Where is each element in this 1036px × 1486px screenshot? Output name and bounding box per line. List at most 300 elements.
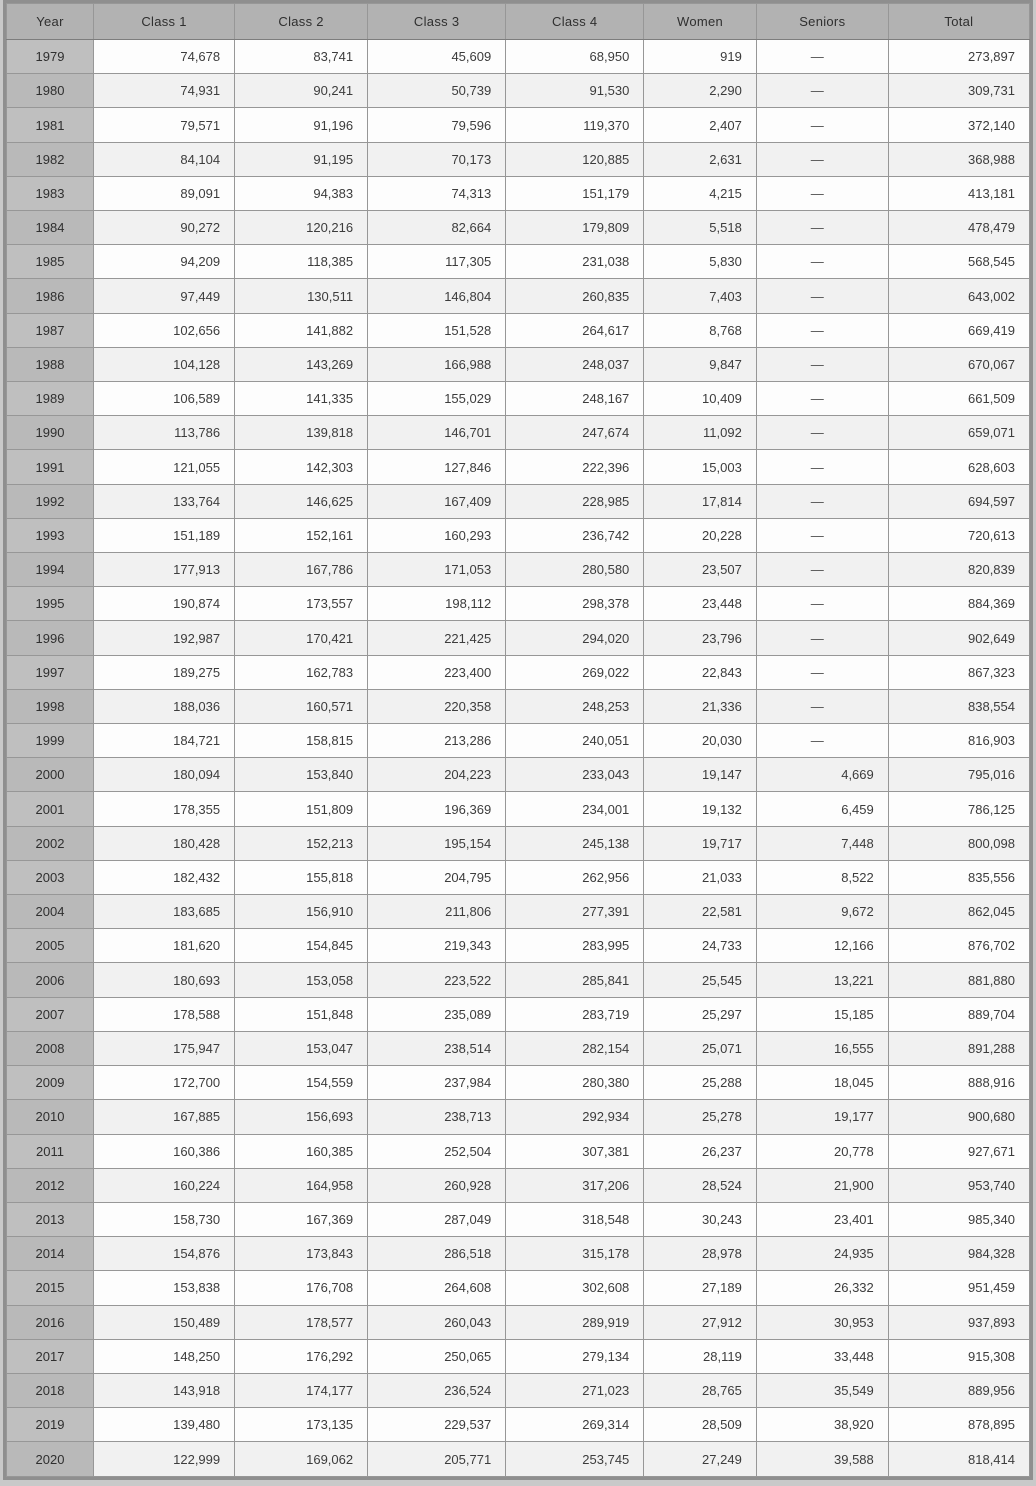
- class4-cell: 68,950: [506, 40, 644, 74]
- class1-cell: 153,838: [93, 1271, 234, 1305]
- class3-cell: 223,400: [368, 655, 506, 689]
- women-cell: 27,912: [644, 1305, 757, 1339]
- class2-cell: 94,383: [235, 176, 368, 210]
- seniors-cell-empty: —: [756, 211, 888, 245]
- class2-cell: 164,958: [235, 1168, 368, 1202]
- table-row: [7, 792, 1030, 826]
- class1-cell: 89,091: [93, 176, 234, 210]
- year-cell: 2005: [7, 929, 94, 963]
- class3-cell: 221,425: [368, 621, 506, 655]
- seniors-cell-empty: —: [756, 40, 888, 74]
- class4-cell: 179,809: [506, 211, 644, 245]
- year-cell: 2019: [7, 1408, 94, 1442]
- table-body: [7, 40, 1030, 1477]
- class1-cell: 182,432: [93, 860, 234, 894]
- class1-cell: 181,620: [93, 929, 234, 963]
- women-cell: 4,215: [644, 176, 757, 210]
- class4-cell: 234,001: [506, 792, 644, 826]
- class3-cell: 50,739: [368, 74, 506, 108]
- class2-cell: 141,335: [235, 382, 368, 416]
- total-cell: 816,903: [888, 724, 1029, 758]
- seniors-cell: 15,185: [756, 997, 888, 1031]
- year-cell: 2003: [7, 860, 94, 894]
- class1-cell: 151,189: [93, 518, 234, 552]
- women-cell: 17,814: [644, 484, 757, 518]
- seniors-cell-empty: —: [756, 450, 888, 484]
- women-cell: 21,033: [644, 860, 757, 894]
- class3-cell: 237,984: [368, 1066, 506, 1100]
- class1-cell: 172,700: [93, 1066, 234, 1100]
- women-cell: 28,524: [644, 1168, 757, 1202]
- table-row: [7, 1271, 1030, 1305]
- class2-cell: 91,196: [235, 108, 368, 142]
- total-cell: 891,288: [888, 1031, 1029, 1065]
- women-cell: 8,768: [644, 313, 757, 347]
- class4-cell: 248,037: [506, 347, 644, 381]
- table-row: [7, 997, 1030, 1031]
- table-row: [7, 929, 1030, 963]
- seniors-cell-empty: —: [756, 382, 888, 416]
- class4-cell: 248,253: [506, 689, 644, 723]
- class3-cell: 211,806: [368, 895, 506, 929]
- women-cell: 19,717: [644, 826, 757, 860]
- total-cell: 900,680: [888, 1100, 1029, 1134]
- class3-cell: 151,528: [368, 313, 506, 347]
- class3-cell: 219,343: [368, 929, 506, 963]
- total-cell: 884,369: [888, 587, 1029, 621]
- table-row: [7, 176, 1030, 210]
- class3-cell: 235,089: [368, 997, 506, 1031]
- total-cell: 835,556: [888, 860, 1029, 894]
- class4-cell: 240,051: [506, 724, 644, 758]
- women-cell: 28,509: [644, 1408, 757, 1442]
- class1-cell: 160,386: [93, 1134, 234, 1168]
- class3-cell: 205,771: [368, 1442, 506, 1477]
- total-cell: 628,603: [888, 450, 1029, 484]
- class4-cell: 231,038: [506, 245, 644, 279]
- total-cell: 951,459: [888, 1271, 1029, 1305]
- class1-cell: 175,947: [93, 1031, 234, 1065]
- class2-cell: 173,135: [235, 1408, 368, 1442]
- total-cell: 881,880: [888, 963, 1029, 997]
- class2-cell: 142,303: [235, 450, 368, 484]
- total-cell: 372,140: [888, 108, 1029, 142]
- class2-cell: 143,269: [235, 347, 368, 381]
- class3-cell: 79,596: [368, 108, 506, 142]
- class3-cell: 220,358: [368, 689, 506, 723]
- year-cell: 2018: [7, 1373, 94, 1407]
- class3-cell: 196,369: [368, 792, 506, 826]
- women-cell: 19,132: [644, 792, 757, 826]
- class3-cell: 74,313: [368, 176, 506, 210]
- women-cell: 28,765: [644, 1373, 757, 1407]
- class2-cell: 141,882: [235, 313, 368, 347]
- table-row: [7, 689, 1030, 723]
- table-row: [7, 1373, 1030, 1407]
- total-cell: 876,702: [888, 929, 1029, 963]
- table-row: [7, 245, 1030, 279]
- total-cell: 273,897: [888, 40, 1029, 74]
- women-cell: 21,336: [644, 689, 757, 723]
- class3-cell: 229,537: [368, 1408, 506, 1442]
- women-cell: 7,403: [644, 279, 757, 313]
- class4-cell: 307,381: [506, 1134, 644, 1168]
- column-header-class3: Class 3: [368, 4, 506, 40]
- class4-cell: 298,378: [506, 587, 644, 621]
- total-cell: 953,740: [888, 1168, 1029, 1202]
- women-cell: 919: [644, 40, 757, 74]
- total-cell: 478,479: [888, 211, 1029, 245]
- year-cell: 1982: [7, 142, 94, 176]
- year-cell: 2000: [7, 758, 94, 792]
- total-cell: 786,125: [888, 792, 1029, 826]
- class2-cell: 176,708: [235, 1271, 368, 1305]
- class3-cell: 204,795: [368, 860, 506, 894]
- class4-cell: 119,370: [506, 108, 644, 142]
- year-cell: 1984: [7, 211, 94, 245]
- seniors-cell: 8,522: [756, 860, 888, 894]
- women-cell: 25,071: [644, 1031, 757, 1065]
- class3-cell: 238,514: [368, 1031, 506, 1065]
- table-row: [7, 74, 1030, 108]
- column-header-class4: Class 4: [506, 4, 644, 40]
- table-row: [7, 621, 1030, 655]
- class2-cell: 162,783: [235, 655, 368, 689]
- seniors-cell-empty: —: [756, 655, 888, 689]
- seniors-cell: 26,332: [756, 1271, 888, 1305]
- table-row: [7, 108, 1030, 142]
- table-row: [7, 1408, 1030, 1442]
- total-cell: 889,704: [888, 997, 1029, 1031]
- year-cell: 1995: [7, 587, 94, 621]
- table-row: [7, 1202, 1030, 1236]
- seniors-cell-empty: —: [756, 279, 888, 313]
- class4-cell: 318,548: [506, 1202, 644, 1236]
- class2-cell: 153,058: [235, 963, 368, 997]
- table-row: [7, 1339, 1030, 1373]
- seniors-cell: 21,900: [756, 1168, 888, 1202]
- class2-cell: 153,047: [235, 1031, 368, 1065]
- table-row: [7, 655, 1030, 689]
- class4-cell: 283,995: [506, 929, 644, 963]
- class1-cell: 90,272: [93, 211, 234, 245]
- class3-cell: 260,928: [368, 1168, 506, 1202]
- column-header-seniors: Seniors: [756, 4, 888, 40]
- class2-cell: 167,786: [235, 553, 368, 587]
- class2-cell: 155,818: [235, 860, 368, 894]
- seniors-cell-empty: —: [756, 587, 888, 621]
- total-cell: 902,649: [888, 621, 1029, 655]
- year-cell: 1991: [7, 450, 94, 484]
- class1-cell: 192,987: [93, 621, 234, 655]
- class1-cell: 180,428: [93, 826, 234, 860]
- class3-cell: 146,804: [368, 279, 506, 313]
- class1-cell: 102,656: [93, 313, 234, 347]
- seniors-cell-empty: —: [756, 518, 888, 552]
- table-row: [7, 1442, 1030, 1477]
- year-cell: 2012: [7, 1168, 94, 1202]
- year-cell: 2001: [7, 792, 94, 826]
- class2-cell: 178,577: [235, 1305, 368, 1339]
- class3-cell: 250,065: [368, 1339, 506, 1373]
- total-cell: 927,671: [888, 1134, 1029, 1168]
- class2-cell: 169,062: [235, 1442, 368, 1477]
- class4-cell: 269,022: [506, 655, 644, 689]
- year-cell: 1998: [7, 689, 94, 723]
- year-cell: 2013: [7, 1202, 94, 1236]
- class2-cell: 130,511: [235, 279, 368, 313]
- women-cell: 27,189: [644, 1271, 757, 1305]
- total-cell: 670,067: [888, 347, 1029, 381]
- class1-cell: 154,876: [93, 1237, 234, 1271]
- year-cell: 1987: [7, 313, 94, 347]
- women-cell: 22,581: [644, 895, 757, 929]
- class1-cell: 94,209: [93, 245, 234, 279]
- class1-cell: 113,786: [93, 416, 234, 450]
- table-row: [7, 963, 1030, 997]
- class2-cell: 153,840: [235, 758, 368, 792]
- class2-cell: 151,809: [235, 792, 368, 826]
- women-cell: 20,030: [644, 724, 757, 758]
- total-cell: 867,323: [888, 655, 1029, 689]
- class4-cell: 247,674: [506, 416, 644, 450]
- class3-cell: 195,154: [368, 826, 506, 860]
- class1-cell: 150,489: [93, 1305, 234, 1339]
- class2-cell: 146,625: [235, 484, 368, 518]
- women-cell: 24,733: [644, 929, 757, 963]
- total-cell: 669,419: [888, 313, 1029, 347]
- total-cell: 694,597: [888, 484, 1029, 518]
- class1-cell: 148,250: [93, 1339, 234, 1373]
- total-cell: 862,045: [888, 895, 1029, 929]
- class3-cell: 146,701: [368, 416, 506, 450]
- class2-cell: 170,421: [235, 621, 368, 655]
- class4-cell: 120,885: [506, 142, 644, 176]
- table-row: [7, 1134, 1030, 1168]
- table-row: [7, 1305, 1030, 1339]
- class3-cell: 286,518: [368, 1237, 506, 1271]
- class3-cell: 117,305: [368, 245, 506, 279]
- year-cell: 1986: [7, 279, 94, 313]
- seniors-cell: 4,669: [756, 758, 888, 792]
- class1-cell: 104,128: [93, 347, 234, 381]
- year-cell: 2011: [7, 1134, 94, 1168]
- column-header-class2: Class 2: [235, 4, 368, 40]
- class4-cell: 315,178: [506, 1237, 644, 1271]
- class4-cell: 282,154: [506, 1031, 644, 1065]
- class2-cell: 139,818: [235, 416, 368, 450]
- year-cell: 1992: [7, 484, 94, 518]
- class3-cell: 127,846: [368, 450, 506, 484]
- class4-cell: 260,835: [506, 279, 644, 313]
- class1-cell: 180,693: [93, 963, 234, 997]
- class4-cell: 317,206: [506, 1168, 644, 1202]
- women-cell: 5,830: [644, 245, 757, 279]
- table-row: [7, 553, 1030, 587]
- year-cell: 1999: [7, 724, 94, 758]
- women-cell: 15,003: [644, 450, 757, 484]
- year-cell: 1994: [7, 553, 94, 587]
- seniors-cell-empty: —: [756, 176, 888, 210]
- class1-cell: 139,480: [93, 1408, 234, 1442]
- table-row: [7, 1237, 1030, 1271]
- class1-cell: 178,355: [93, 792, 234, 826]
- table-row: [7, 450, 1030, 484]
- women-cell: 25,297: [644, 997, 757, 1031]
- table-row: [7, 1168, 1030, 1202]
- statistics-table-frame: [3, 0, 1033, 1480]
- seniors-cell: 7,448: [756, 826, 888, 860]
- total-cell: 368,988: [888, 142, 1029, 176]
- women-cell: 2,407: [644, 108, 757, 142]
- women-cell: 23,796: [644, 621, 757, 655]
- class4-cell: 264,617: [506, 313, 644, 347]
- year-cell: 1996: [7, 621, 94, 655]
- table-row: [7, 313, 1030, 347]
- total-cell: 795,016: [888, 758, 1029, 792]
- table-row: [7, 1031, 1030, 1065]
- table-row: [7, 416, 1030, 450]
- table-header: [7, 4, 1030, 40]
- class1-cell: 97,449: [93, 279, 234, 313]
- year-cell: 1988: [7, 347, 94, 381]
- class2-cell: 156,910: [235, 895, 368, 929]
- year-cell: 1990: [7, 416, 94, 450]
- class4-cell: 285,841: [506, 963, 644, 997]
- table-row: [7, 40, 1030, 74]
- table-row: [7, 724, 1030, 758]
- year-cell: 1981: [7, 108, 94, 142]
- total-cell: 915,308: [888, 1339, 1029, 1373]
- column-header-women: Women: [644, 4, 757, 40]
- women-cell: 23,448: [644, 587, 757, 621]
- class2-cell: 152,161: [235, 518, 368, 552]
- total-cell: 888,916: [888, 1066, 1029, 1100]
- class1-cell: 167,885: [93, 1100, 234, 1134]
- column-header-class1: Class 1: [93, 4, 234, 40]
- seniors-cell-empty: —: [756, 484, 888, 518]
- class4-cell: 302,608: [506, 1271, 644, 1305]
- class4-cell: 228,985: [506, 484, 644, 518]
- year-cell: 1997: [7, 655, 94, 689]
- year-cell: 1989: [7, 382, 94, 416]
- class3-cell: 171,053: [368, 553, 506, 587]
- class4-cell: 262,956: [506, 860, 644, 894]
- class2-cell: 154,559: [235, 1066, 368, 1100]
- year-cell: 2002: [7, 826, 94, 860]
- women-cell: 25,278: [644, 1100, 757, 1134]
- class4-cell: 294,020: [506, 621, 644, 655]
- total-cell: 659,071: [888, 416, 1029, 450]
- year-cell: 2008: [7, 1031, 94, 1065]
- seniors-cell: 16,555: [756, 1031, 888, 1065]
- class1-cell: 158,730: [93, 1202, 234, 1236]
- class3-cell: 155,029: [368, 382, 506, 416]
- seniors-cell-empty: —: [756, 621, 888, 655]
- table-row: [7, 347, 1030, 381]
- total-cell: 985,340: [888, 1202, 1029, 1236]
- class1-cell: 188,036: [93, 689, 234, 723]
- seniors-cell-empty: —: [756, 313, 888, 347]
- year-cell: 1980: [7, 74, 94, 108]
- table-row: [7, 518, 1030, 552]
- seniors-cell: 18,045: [756, 1066, 888, 1100]
- class2-cell: 167,369: [235, 1202, 368, 1236]
- seniors-cell: 39,588: [756, 1442, 888, 1477]
- table-row: [7, 1100, 1030, 1134]
- total-cell: 820,839: [888, 553, 1029, 587]
- class2-cell: 120,216: [235, 211, 368, 245]
- class3-cell: 213,286: [368, 724, 506, 758]
- class3-cell: 82,664: [368, 211, 506, 245]
- class2-cell: 158,815: [235, 724, 368, 758]
- seniors-cell-empty: —: [756, 142, 888, 176]
- class2-cell: 154,845: [235, 929, 368, 963]
- total-cell: 720,613: [888, 518, 1029, 552]
- class1-cell: 74,931: [93, 74, 234, 108]
- class3-cell: 236,524: [368, 1373, 506, 1407]
- class2-cell: 118,385: [235, 245, 368, 279]
- total-cell: 568,545: [888, 245, 1029, 279]
- seniors-cell-empty: —: [756, 347, 888, 381]
- seniors-cell: 33,448: [756, 1339, 888, 1373]
- total-cell: 878,895: [888, 1408, 1029, 1442]
- table-row: [7, 587, 1030, 621]
- seniors-cell: 24,935: [756, 1237, 888, 1271]
- class1-cell: 74,678: [93, 40, 234, 74]
- year-cell: 1979: [7, 40, 94, 74]
- class4-cell: 248,167: [506, 382, 644, 416]
- class4-cell: 280,380: [506, 1066, 644, 1100]
- class2-cell: 160,385: [235, 1134, 368, 1168]
- women-cell: 30,243: [644, 1202, 757, 1236]
- table-row: [7, 211, 1030, 245]
- class1-cell: 121,055: [93, 450, 234, 484]
- class1-cell: 189,275: [93, 655, 234, 689]
- total-cell: 838,554: [888, 689, 1029, 723]
- class3-cell: 198,112: [368, 587, 506, 621]
- class2-cell: 176,292: [235, 1339, 368, 1373]
- column-header-year: Year: [7, 4, 94, 40]
- seniors-cell-empty: —: [756, 553, 888, 587]
- year-cell: 2009: [7, 1066, 94, 1100]
- class3-cell: 45,609: [368, 40, 506, 74]
- class2-cell: 90,241: [235, 74, 368, 108]
- year-cell: 2016: [7, 1305, 94, 1339]
- class2-cell: 173,843: [235, 1237, 368, 1271]
- women-cell: 2,290: [644, 74, 757, 108]
- year-cell: 1983: [7, 176, 94, 210]
- class3-cell: 160,293: [368, 518, 506, 552]
- women-cell: 22,843: [644, 655, 757, 689]
- class4-cell: 269,314: [506, 1408, 644, 1442]
- total-cell: 413,181: [888, 176, 1029, 210]
- year-cell: 2006: [7, 963, 94, 997]
- class4-cell: 292,934: [506, 1100, 644, 1134]
- class4-cell: 279,134: [506, 1339, 644, 1373]
- year-cell: 2017: [7, 1339, 94, 1373]
- seniors-cell-empty: —: [756, 689, 888, 723]
- seniors-cell: 38,920: [756, 1408, 888, 1442]
- class1-cell: 122,999: [93, 1442, 234, 1477]
- class1-cell: 106,589: [93, 382, 234, 416]
- year-cell: 2014: [7, 1237, 94, 1271]
- total-cell: 984,328: [888, 1237, 1029, 1271]
- class1-cell: 190,874: [93, 587, 234, 621]
- class4-cell: 236,742: [506, 518, 644, 552]
- seniors-cell: 35,549: [756, 1373, 888, 1407]
- year-cell: 2007: [7, 997, 94, 1031]
